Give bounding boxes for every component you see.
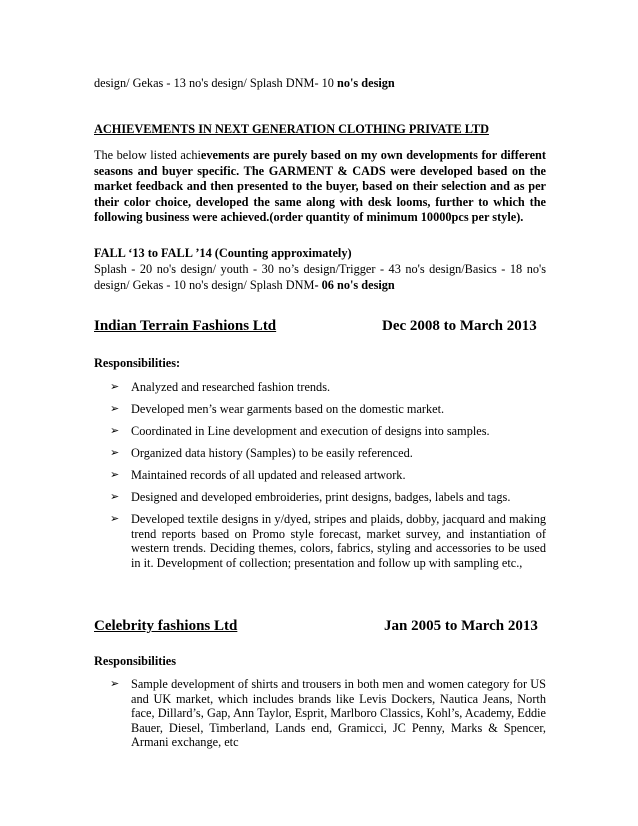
arrow-bullet-icon: ➢ — [110, 468, 120, 481]
arrow-bullet-icon: ➢ — [110, 446, 120, 459]
arrow-bullet-icon: ➢ — [110, 402, 120, 415]
job2-dates: Jan 2005 to March 2013 — [384, 618, 538, 634]
achievements-paragraph: The below listed achievements are purely based on my own developments for different seasons and buyer specific. The GARMENT & CADS were developed based on the market feedback and then presented to the buyer, based on their selection and as per their color choice, developed the same along with desk looms, further to which the following business were achieved.(order quantity of minimum 10000pcs per style). — [94, 148, 546, 224]
list-item: ➢ Developed textile designs in y/dyed, stripes and plaids, dobby, jacquard and making trend reports based on Promo style forecast, market survey, and instantiation of western trends. Deciding themes, colors, fabrics, styling and accessories to be used in it. Development of collection; presentation and follow up with sampling etc., — [110, 512, 546, 570]
job2-company: Celebrity fashions Ltd — [94, 618, 238, 634]
arrow-bullet-icon: ➢ — [110, 677, 120, 690]
list-item: ➢ Analyzed and researched fashion trends. — [110, 380, 331, 394]
achievements-title: ACHIEVEMENTS IN NEXT GENERATION CLOTHING PRIVATE LTD — [94, 122, 489, 136]
arrow-bullet-icon: ➢ — [110, 490, 120, 503]
job2-responsibilities-label: Responsibilities — [94, 654, 176, 668]
job2-responsibility-list — [110, 677, 546, 750]
list-item: ➢ Developed men’s wear garments based on the domestic market. — [110, 402, 445, 416]
job2-header — [94, 618, 546, 635]
design-count-line: design/ Gekas - 13 no's design/ Splash DNM- 10 no's design — [94, 76, 395, 90]
list-item: ➢ Sample development of shirts and trousers in both men and women category for US and UK market, which includes brands like Levis Dockers, Nautica Jeans, North face, Dillard’s, Gap, Ann Taylor, Esprit, Marlboro Classics, Kohl’s, Academy, Eddie Bauer, Diesel, Timberland, Lands end, Gramicci, JC Penny, Marks & Spencer, Armani exchange, etc — [110, 677, 546, 749]
fall-counts: Splash - 20 no's design/ youth - 30 no’s design/Trigger - 43 no's design/Basics - 18 no's design/ Gekas - 10 no's design/ Splash DNM- 06 no's design — [94, 262, 546, 292]
job1-responsibility-list — [110, 380, 546, 570]
fall-heading: FALL ‘13 to FALL ’14 (Counting approximately) — [94, 246, 352, 260]
job1-dates: Dec 2008 to March 2013 — [382, 318, 537, 334]
job1-header — [94, 318, 546, 335]
list-item: ➢ Coordinated in Line development and execution of designs into samples. — [110, 424, 490, 438]
arrow-bullet-icon: ➢ — [110, 424, 120, 437]
job1-responsibilities-label: Responsibilities: — [94, 356, 181, 370]
job1-company: Indian Terrain Fashions Ltd — [94, 318, 277, 334]
arrow-bullet-icon: ➢ — [110, 380, 120, 393]
list-item: ➢ Maintained records of all updated and released artwork. — [110, 468, 406, 482]
list-item: ➢ Organized data history (Samples) to be easily referenced. — [110, 446, 413, 460]
list-item: ➢ Designed and developed embroideries, print designs, badges, labels and tags. — [110, 490, 511, 504]
arrow-bullet-icon: ➢ — [110, 512, 120, 525]
